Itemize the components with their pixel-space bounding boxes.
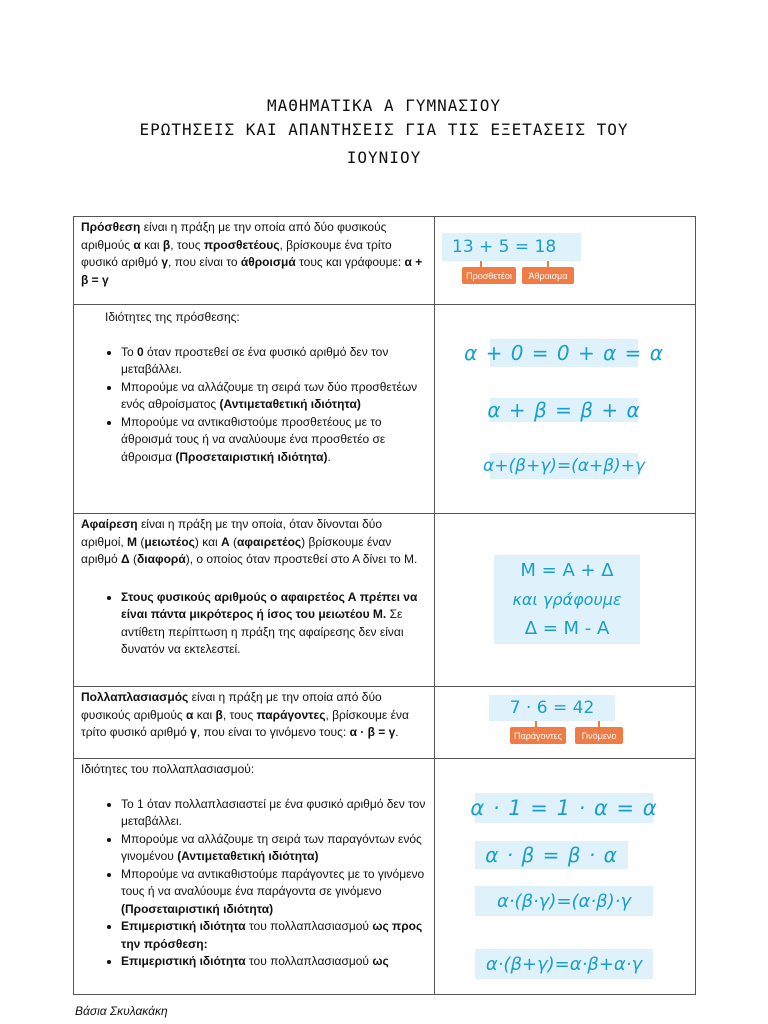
symbol-alpha: α [133,237,141,252]
text-fragment: Σε αντίθετη περίπτωση η πράξη της αφαίρεσης δεν είναι δυνατόν να εκτελεστεί. [121,607,404,656]
text-fragment: ) και [194,534,222,549]
addition-definition-text [74,217,435,305]
doc-title-line-1: ΜΑΘΗΜΑΤΙΚΑ Α ΓΥΜΝΑΣΙΟΥ [267,96,501,115]
term-addends: προσθετέους [203,237,280,252]
addends-tag: Προσθετέοι [462,267,516,284]
list-item [121,866,428,919]
multiplication-properties-figure-cell [435,759,696,995]
term-sum: άθροισμά [240,255,296,269]
list-item [121,379,428,414]
doc-title-line-3: ΙΟΥΝΙΟΥ [346,148,422,167]
text-fragment: , τους [170,237,204,252]
mult-identity-equation: α · 1 = 1 · α = α [475,793,653,823]
qa-table [73,216,696,995]
list-item [121,918,428,953]
text-fragment: , που είναι το γινόμενο τους: [196,725,350,739]
table-row [74,514,696,687]
symbol-M: Μ [127,534,138,549]
doc-title-line-2: ΕΡΩΤΗΣΕΙΣ ΚΑΙ ΑΠΑΝΤΗΣΕΙΣ ΓΙΑ ΤΙΣ ΕΞΕΤΑΣΕΙΣ ΤΟΥ [139,120,629,139]
distributive-label: Επιμεριστική ιδιότητα [121,954,246,968]
text-fragment: . [327,449,331,464]
text-fragment: , που είναι το [168,255,241,269]
addition-figure-cell [435,217,696,305]
list-item [121,831,428,866]
distributive-label: Επιμεριστική ιδιότητα [121,919,246,933]
symbol-beta: β [215,707,223,722]
list-item [121,344,428,379]
list-item: • Το 1 όταν πολλαπλασιαστεί με ένα φυσικό αριθμό δεν τον μεταβάλλει. [121,796,428,831]
formula-multiplication: α · β = γ [349,725,396,739]
table-row [74,217,696,305]
text-fragment: ( [229,534,238,549]
symbol-alpha: α [186,707,194,722]
text-fragment: είναι η πράξη με την οποία από δύο φυσικούς αριθμούς [81,690,382,722]
text-fragment: . [395,725,399,739]
table-row [74,759,696,995]
text-fragment: ( [137,534,145,549]
subtraction-rule: Στους φυσικούς αριθμούς ο αφαιρετέος Α πρέπει να είναι πάντα μικρότερος ή ίσος του μειωτέου Μ. [121,589,418,621]
text-fragment: Το [121,344,138,359]
mult-commutative-equation: α · β = β · α [475,841,628,869]
distributive-equation: α·(β+γ)=α·β+α·γ [475,949,653,979]
list-item [121,414,428,467]
text-fragment: ( [129,552,137,566]
text-fragment: ), ο οποίος όταν προστεθεί στο Α δίνει το Μ. [185,552,418,566]
symbol-gamma: γ [190,725,197,739]
text-fragment: και [193,707,216,722]
zero-symbol: 0 [137,344,144,359]
commutative-equation: α + β = β + α [487,398,641,422]
text-fragment: τους και γράφουμε: [295,255,405,269]
subtraction-figure [494,555,640,644]
author-footer: Βάσια Σκυλακάκη [75,1004,168,1018]
subtraction-list [81,589,428,659]
multiplication-properties-list [81,796,428,971]
table-row [74,305,696,514]
text-fragment: Μπορούμε να αλλάζουμε τη σειρά των παραγόντων ενός γινομένου [121,831,422,863]
addition-properties-list [81,344,428,467]
addition-properties-figure-cell [435,305,696,514]
text-fragment: ) βρίσκουμε έναν αριθμό [81,534,392,566]
text-fragment: είναι η πράξη με την οποία από δύο φυσικούς αριθμούς [81,220,387,252]
text-fragment: Μπορούμε να αντικαθιστούμε προσθετέους με το άθροισμά τους ή να αναλύουμε ένα προσθετέο σε άθροισμα [121,414,386,464]
associative-label: (Προσεταιριστική ιδιότητα) [175,449,328,464]
text-fragment: , βρίσκουμε ένα τρίτο φυσικό αριθμό [81,237,392,269]
list-item [121,589,428,659]
factors-tag: Παράγοντες [510,727,566,744]
mult-associative-equation: α·(β·γ)=(α·β)·γ [475,886,653,916]
addition-properties-heading: Ιδιότητες της πρόσθεσης: [105,310,240,324]
subtraction-text [74,514,435,687]
multiplication-properties-heading: Ιδιότητες του πολλαπλασιασμού: [81,762,255,776]
symbol-gamma: γ [161,255,168,269]
term-minuend: μειωτέος [144,534,195,549]
identity-equation: α + 0 = 0 + α = α [464,341,664,365]
text-fragment: , βρίσκουμε ένα τρίτο φυσικό αριθμό [81,707,409,739]
commutative-label: (Αντιμεταθετική ιδιότητα) [177,849,319,863]
subtraction-eq-2: και γράφουμε [512,589,622,609]
sum-tag: Άθροισμα [522,267,574,284]
text-fragment: ως [372,954,389,968]
symbol-beta: β [162,237,171,252]
symbol-Delta: Δ [121,552,130,566]
text-fragment: και [140,237,163,252]
associative-equation: α+(β+γ)=(α+β)+γ [490,453,638,479]
multiplication-example-equation: 7 · 6 = 42 [489,695,615,721]
addition-example-equation: 13 + 5 = 18 [442,233,581,261]
multiplication-properties-text [74,759,435,995]
symbol-A: Α [221,534,230,549]
text-fragment: Μπορούμε να αντικαθιστούμε παράγοντες με το γινόμενο τους ή να αναλύουμε ένα παράγοντα σε γινόμενο [121,866,425,898]
formula-addition: α + β = γ [81,255,423,287]
term-subtrahend: αφαιρετέος [237,534,302,549]
subtraction-figure-cell [435,514,696,687]
multiplication-figure-cell [435,687,696,759]
text-fragment: Μπορούμε να αλλάζουμε τη σειρά των δύο προσθετέων ενός αθροίσματος [121,379,418,411]
term-difference: διαφορά [137,552,186,566]
text-fragment: όταν προστεθεί σε ένα φυσικό αριθμό δεν τον μεταβάλλει. [121,344,389,376]
subtraction-eq-3: Δ = Μ - Α [524,618,610,640]
table-row [74,687,696,759]
text-fragment: του πολλαπλασιασμού [245,954,373,968]
text-fragment: , τους [222,707,257,722]
list-item [121,953,428,971]
term-subtraction: Αφαίρεση [81,517,138,531]
term-factors: παράγοντες [256,707,326,722]
term-addition: Πρόσθεση [81,220,141,234]
multiplication-definition-text [74,687,435,759]
text-fragment: είναι η πράξη με την οποία, όταν δίνονται δύο αριθμοί, [81,517,383,549]
text-fragment: ως προς την πρόσθεση: [121,919,423,951]
associative-label: (Προσεταιριστική ιδιότητα) [121,901,274,916]
subtraction-eq-1: Μ = Α + Δ [520,559,614,581]
product-tag: Γινόμενο [575,727,623,744]
text-fragment: του πολλαπλασιασμού [245,919,373,933]
addition-properties-text [74,305,435,514]
commutative-label: (Αντιμεταθετική ιδιότητα) [219,397,361,411]
term-multiplication: Πολλαπλασιασμός [81,690,189,704]
